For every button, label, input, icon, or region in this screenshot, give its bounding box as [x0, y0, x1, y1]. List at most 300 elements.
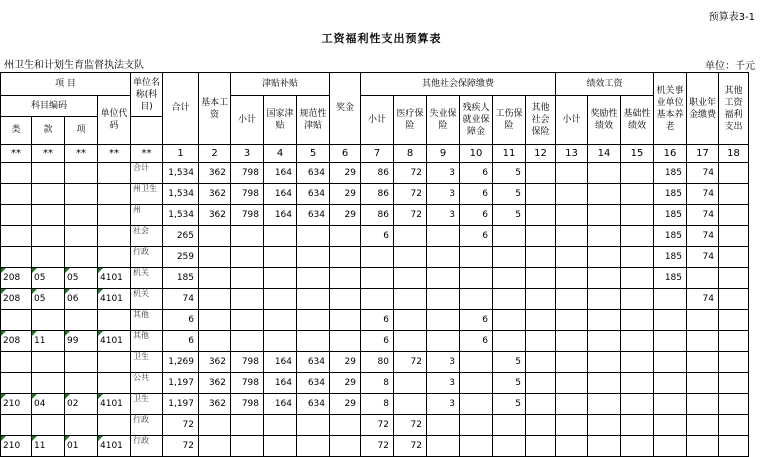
code-cell	[65, 310, 98, 331]
value-cell	[199, 268, 231, 289]
code-cell: 208	[1, 289, 32, 310]
value-cell: 29	[330, 352, 361, 373]
value-cell: 798	[231, 163, 264, 184]
index-cell: 10	[460, 145, 493, 163]
value-cell	[526, 289, 556, 310]
code-cell: 01	[65, 436, 98, 457]
code-cell	[98, 226, 131, 247]
value-cell: 74	[687, 205, 719, 226]
value-cell: 6	[460, 163, 493, 184]
value-cell	[493, 247, 526, 268]
index-cell: **	[65, 145, 98, 163]
unit-name-cell: 机关	[131, 268, 163, 289]
value-cell	[621, 184, 654, 205]
value-cell	[719, 226, 749, 247]
header-social-group: 其他社会保障缴费	[361, 73, 556, 96]
code-cell	[32, 415, 65, 436]
value-cell	[654, 394, 687, 415]
value-cell: 185	[654, 205, 687, 226]
header-subject-code: 科目编码	[1, 96, 98, 117]
value-cell: 265	[163, 226, 199, 247]
table-row	[1, 205, 749, 226]
value-cell	[427, 331, 460, 352]
unit-name-cell: 行政	[131, 436, 163, 457]
header-national-allowance: 国家津贴	[264, 96, 297, 145]
value-cell	[588, 352, 621, 373]
code-cell	[98, 373, 131, 394]
value-cell: 259	[163, 247, 199, 268]
unit-name-cell: 社会	[131, 226, 163, 247]
code-cell: 11	[32, 331, 65, 352]
value-cell: 5	[493, 394, 526, 415]
unit-name-cell: 州	[131, 205, 163, 226]
code-cell	[98, 310, 131, 331]
value-cell	[719, 268, 749, 289]
value-cell: 3	[427, 163, 460, 184]
value-cell	[264, 247, 297, 268]
value-cell: 29	[330, 184, 361, 205]
header-unemployment: 失业保险	[427, 96, 460, 145]
value-cell	[588, 163, 621, 184]
value-cell	[199, 415, 231, 436]
value-cell: 86	[361, 205, 394, 226]
code-cell: 208	[1, 331, 32, 352]
value-cell	[526, 247, 556, 268]
table-row	[1, 226, 749, 247]
value-cell	[526, 415, 556, 436]
code-cell: 4101	[98, 436, 131, 457]
value-cell	[427, 310, 460, 331]
value-cell	[687, 373, 719, 394]
value-cell: 72	[394, 163, 427, 184]
value-cell	[199, 331, 231, 352]
value-cell	[199, 436, 231, 457]
value-cell: 72	[394, 436, 427, 457]
index-cell: 8	[394, 145, 427, 163]
value-cell	[394, 310, 427, 331]
code-cell	[98, 352, 131, 373]
value-cell	[719, 331, 749, 352]
unit-name-cell: 州卫生	[131, 184, 163, 205]
value-cell	[199, 247, 231, 268]
value-cell	[588, 436, 621, 457]
value-cell	[621, 247, 654, 268]
value-cell	[526, 436, 556, 457]
unit-name: 州卫生和计划生育监督执法支队	[4, 60, 144, 71]
value-cell	[719, 184, 749, 205]
table-row	[1, 352, 749, 373]
value-cell	[394, 268, 427, 289]
value-cell	[231, 415, 264, 436]
value-cell	[556, 289, 588, 310]
code-cell: 4101	[98, 394, 131, 415]
value-cell: 6	[163, 310, 199, 331]
value-cell	[330, 289, 361, 310]
header-other-social: 其他社会保险	[526, 96, 556, 145]
value-cell: 185	[163, 268, 199, 289]
code-cell: 05	[32, 268, 65, 289]
value-cell	[719, 415, 749, 436]
value-cell: 185	[654, 268, 687, 289]
code-cell	[1, 226, 32, 247]
value-cell	[588, 331, 621, 352]
value-cell	[231, 268, 264, 289]
value-cell: 634	[297, 184, 330, 205]
value-cell: 72	[361, 415, 394, 436]
index-cell: 9	[427, 145, 460, 163]
value-cell	[719, 247, 749, 268]
value-cell	[621, 415, 654, 436]
code-cell	[98, 163, 131, 184]
value-cell: 6	[361, 331, 394, 352]
value-cell: 74	[687, 226, 719, 247]
value-cell	[719, 163, 749, 184]
value-cell: 362	[199, 352, 231, 373]
header-basic-perf: 基础性绩效	[621, 96, 654, 145]
index-cell: 18	[719, 145, 749, 163]
value-cell: 3	[427, 184, 460, 205]
value-cell	[556, 436, 588, 457]
table-row	[1, 268, 749, 289]
index-cell: **	[32, 145, 65, 163]
index-cell: 2	[199, 145, 231, 163]
value-cell	[297, 247, 330, 268]
index-row	[1, 145, 749, 163]
value-cell: 185	[654, 226, 687, 247]
unit-name-cell: 公共	[131, 373, 163, 394]
value-cell	[427, 415, 460, 436]
value-cell: 5	[493, 205, 526, 226]
code-cell	[98, 205, 131, 226]
value-cell	[719, 310, 749, 331]
value-cell	[460, 352, 493, 373]
table-row	[1, 436, 749, 457]
value-cell: 798	[231, 352, 264, 373]
value-cell	[460, 415, 493, 436]
value-cell	[427, 247, 460, 268]
value-cell	[297, 310, 330, 331]
value-cell: 1,534	[163, 184, 199, 205]
value-cell: 3	[427, 205, 460, 226]
value-cell	[297, 415, 330, 436]
code-cell	[1, 247, 32, 268]
table-row	[1, 310, 749, 331]
value-cell: 362	[199, 184, 231, 205]
unit-name-cell: 其他	[131, 310, 163, 331]
value-cell	[493, 436, 526, 457]
value-cell	[427, 289, 460, 310]
code-cell	[65, 205, 98, 226]
header-social-subtotal: 小计	[361, 96, 394, 145]
value-cell	[719, 436, 749, 457]
code-cell	[65, 373, 98, 394]
header-pension: 机关事业单位基本养老	[654, 73, 687, 145]
value-cell	[297, 268, 330, 289]
value-cell	[297, 331, 330, 352]
value-cell	[361, 268, 394, 289]
code-cell	[98, 415, 131, 436]
value-cell	[621, 205, 654, 226]
code-cell	[32, 163, 65, 184]
code-cell	[32, 247, 65, 268]
value-cell: 798	[231, 205, 264, 226]
table-row	[1, 247, 749, 268]
value-cell	[621, 310, 654, 331]
value-cell	[556, 205, 588, 226]
value-cell	[231, 331, 264, 352]
value-cell	[264, 226, 297, 247]
value-cell	[556, 415, 588, 436]
value-cell	[264, 331, 297, 352]
value-cell	[621, 352, 654, 373]
header-disabled: 残疾人就业保障金	[460, 96, 493, 145]
table-body	[1, 163, 749, 457]
index-cell: **	[98, 145, 131, 163]
table-row	[1, 373, 749, 394]
table-row	[1, 163, 749, 184]
index-cell: 13	[556, 145, 588, 163]
index-cell: 14	[588, 145, 621, 163]
value-cell	[588, 226, 621, 247]
value-cell: 798	[231, 184, 264, 205]
index-cell: 4	[264, 145, 297, 163]
value-cell	[330, 436, 361, 457]
value-cell	[654, 373, 687, 394]
form-id: 预算表3-1	[708, 12, 755, 23]
value-cell	[297, 436, 330, 457]
value-cell	[687, 352, 719, 373]
unit-name-cell: 合计	[131, 163, 163, 184]
code-cell	[1, 310, 32, 331]
header-allowance-subtotal: 小计	[231, 96, 264, 145]
unit-label: 单位：千元	[705, 61, 755, 72]
code-cell: 99	[65, 331, 98, 352]
value-cell	[427, 226, 460, 247]
code-cell: 210	[1, 436, 32, 457]
index-cell: 6	[330, 145, 361, 163]
value-cell	[199, 289, 231, 310]
code-cell: 05	[65, 268, 98, 289]
value-cell	[621, 373, 654, 394]
value-cell: 5	[493, 352, 526, 373]
value-cell	[588, 247, 621, 268]
value-cell	[394, 247, 427, 268]
value-cell	[687, 310, 719, 331]
value-cell	[687, 331, 719, 352]
index-cell: **	[131, 145, 163, 163]
value-cell: 8	[361, 373, 394, 394]
value-cell: 634	[297, 394, 330, 415]
value-cell: 6	[460, 331, 493, 352]
value-cell	[394, 226, 427, 247]
value-cell	[687, 415, 719, 436]
value-cell	[493, 310, 526, 331]
value-cell: 1,197	[163, 394, 199, 415]
value-cell	[330, 226, 361, 247]
value-cell	[394, 373, 427, 394]
header-item: 项 目	[1, 73, 131, 96]
header-standard-allowance: 规范性津贴	[297, 96, 330, 145]
value-cell: 362	[199, 205, 231, 226]
value-cell	[231, 310, 264, 331]
value-cell: 164	[264, 352, 297, 373]
code-cell: 11	[32, 436, 65, 457]
value-cell	[231, 436, 264, 457]
table-row	[1, 394, 749, 415]
code-cell	[1, 205, 32, 226]
value-cell	[264, 310, 297, 331]
value-cell: 1,197	[163, 373, 199, 394]
value-cell: 74	[687, 247, 719, 268]
table-row	[1, 184, 749, 205]
header-unit-code: 单位代码	[98, 96, 131, 145]
value-cell	[264, 268, 297, 289]
header-total: 合计	[163, 73, 199, 145]
value-cell	[361, 247, 394, 268]
value-cell	[199, 226, 231, 247]
value-cell	[361, 289, 394, 310]
value-cell: 72	[394, 184, 427, 205]
value-cell: 3	[427, 373, 460, 394]
unit-name-cell: 行政	[131, 247, 163, 268]
code-cell	[65, 163, 98, 184]
value-cell	[394, 394, 427, 415]
value-cell	[427, 268, 460, 289]
value-cell	[588, 310, 621, 331]
header-annuity: 职业年金缴费	[687, 73, 719, 145]
value-cell	[460, 436, 493, 457]
index-cell: 3	[231, 145, 264, 163]
header-unit-name: 单位名称(科目)	[131, 73, 163, 117]
value-cell	[556, 331, 588, 352]
value-cell	[654, 352, 687, 373]
value-cell	[588, 394, 621, 415]
code-cell	[1, 184, 32, 205]
index-cell: 15	[621, 145, 654, 163]
value-cell	[526, 310, 556, 331]
value-cell	[330, 310, 361, 331]
table-row	[1, 289, 749, 310]
value-cell	[719, 394, 749, 415]
value-cell	[654, 289, 687, 310]
value-cell: 185	[654, 247, 687, 268]
value-cell	[588, 415, 621, 436]
value-cell: 362	[199, 373, 231, 394]
value-cell: 164	[264, 394, 297, 415]
code-cell: 05	[32, 289, 65, 310]
header-perf-group: 绩效工资	[556, 73, 654, 96]
value-cell	[526, 184, 556, 205]
value-cell	[556, 373, 588, 394]
code-cell	[32, 205, 65, 226]
value-cell	[493, 226, 526, 247]
value-cell	[621, 436, 654, 457]
index-cell: 17	[687, 145, 719, 163]
index-cell: 5	[297, 145, 330, 163]
value-cell	[556, 268, 588, 289]
value-cell	[719, 373, 749, 394]
code-cell	[1, 373, 32, 394]
value-cell: 80	[361, 352, 394, 373]
value-cell	[621, 268, 654, 289]
value-cell: 798	[231, 394, 264, 415]
value-cell	[394, 331, 427, 352]
code-cell	[32, 226, 65, 247]
index-cell: 12	[526, 145, 556, 163]
value-cell	[460, 247, 493, 268]
value-cell	[330, 415, 361, 436]
value-cell: 6	[361, 226, 394, 247]
value-cell	[654, 436, 687, 457]
value-cell	[297, 226, 330, 247]
code-cell: 02	[65, 394, 98, 415]
page-title: 工资福利性支出预算表	[321, 32, 442, 45]
value-cell	[297, 289, 330, 310]
value-cell	[588, 205, 621, 226]
code-cell: 04	[32, 394, 65, 415]
value-cell: 6	[460, 205, 493, 226]
code-cell	[65, 415, 98, 436]
value-cell	[621, 289, 654, 310]
value-cell: 1,534	[163, 163, 199, 184]
value-cell: 74	[687, 163, 719, 184]
value-cell: 798	[231, 373, 264, 394]
value-cell: 634	[297, 352, 330, 373]
value-cell: 74	[687, 289, 719, 310]
value-cell: 164	[264, 184, 297, 205]
value-cell	[264, 415, 297, 436]
value-cell: 74	[163, 289, 199, 310]
header-injury: 工伤保险	[493, 96, 526, 145]
code-cell	[98, 184, 131, 205]
value-cell	[654, 310, 687, 331]
value-cell	[526, 268, 556, 289]
value-cell: 86	[361, 163, 394, 184]
value-cell	[526, 163, 556, 184]
value-cell	[427, 436, 460, 457]
value-cell	[556, 352, 588, 373]
value-cell	[719, 289, 749, 310]
value-cell	[556, 184, 588, 205]
unit-name-cell: 卫生	[131, 352, 163, 373]
code-cell	[32, 184, 65, 205]
code-cell: 4101	[98, 289, 131, 310]
value-cell: 72	[361, 436, 394, 457]
code-cell: 06	[65, 289, 98, 310]
code-cell: 4101	[98, 268, 131, 289]
value-cell: 6	[361, 310, 394, 331]
value-cell: 1,269	[163, 352, 199, 373]
value-cell	[460, 394, 493, 415]
value-cell	[719, 352, 749, 373]
code-cell	[32, 310, 65, 331]
code-cell	[1, 352, 32, 373]
value-cell	[556, 394, 588, 415]
value-cell	[654, 415, 687, 436]
value-cell	[687, 436, 719, 457]
unit-name-cell: 行政	[131, 415, 163, 436]
header-bonus: 奖金	[330, 73, 361, 145]
value-cell	[588, 184, 621, 205]
value-cell	[621, 394, 654, 415]
value-cell: 74	[687, 184, 719, 205]
value-cell	[556, 163, 588, 184]
value-cell	[526, 331, 556, 352]
header-lei: 类	[1, 117, 32, 145]
code-cell	[1, 415, 32, 436]
value-cell: 29	[330, 373, 361, 394]
value-cell	[588, 373, 621, 394]
